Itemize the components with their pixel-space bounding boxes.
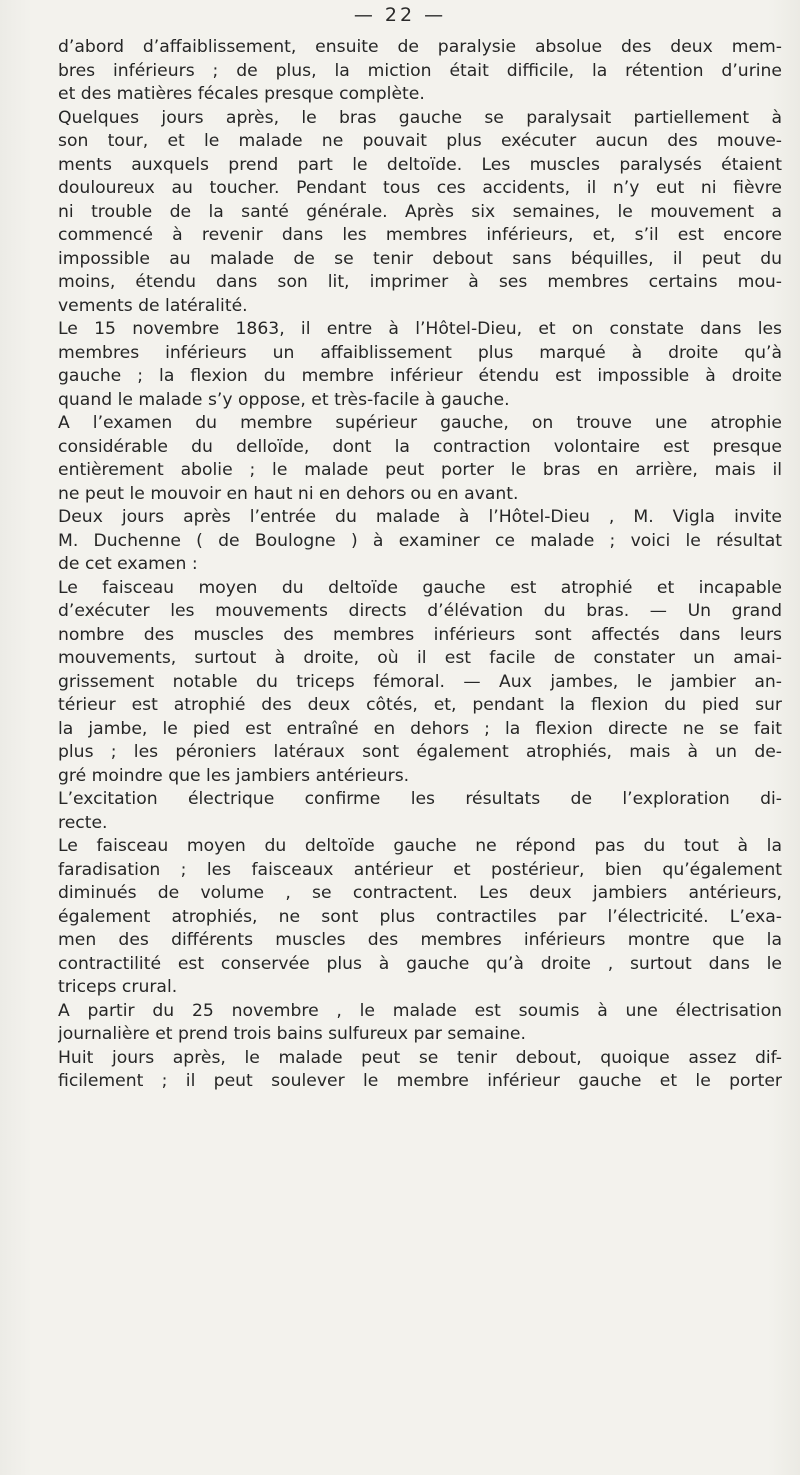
body-text <box>58 36 782 1094</box>
text-line: nombre des muscles des membres inférieurs sont affectés dans leurs <box>58 624 782 645</box>
text-line: gré moindre que les jambiers antérieurs. <box>58 765 410 786</box>
text-line: Le faisceau moyen du deltoïde gauche est atrophié et incapable <box>58 577 782 598</box>
text-line: Le faisceau moyen du deltoïde gauche ne répond pas du tout à la <box>58 836 782 856</box>
text-line: grissement notable du triceps fémoral. — Aux jambes, le jambier an- <box>58 671 782 692</box>
text-line: membres inférieurs un affaiblissement plus marqué à droite qu’à <box>58 342 782 363</box>
text-line: ni trouble de la santé générale. Après six semaines, le mouvement a <box>58 201 782 222</box>
text-line: son tour, et le malade ne pouvait plus exécuter aucun des mouve- <box>58 131 782 151</box>
text-line: L’excitation électrique confirme les résultats de l’exploration di- <box>58 789 782 809</box>
text-line: entièrement abolie ; le malade peut porter le bras en arrière, mais il <box>58 460 782 480</box>
text-line: d’exécuter les mouvements directs d’élévation du bras. — Un grand <box>58 601 782 621</box>
page-number: — 22 — <box>353 4 447 26</box>
text-line: gauche ; la flexion du membre inférieur étendu est impossible à droite <box>58 366 782 386</box>
text-line: triceps crural. <box>58 977 178 997</box>
text-line: douloureux au toucher. Pendant tous ces accidents, il n’y eut ni fièvre <box>58 178 782 198</box>
text-line: Deux jours après l’entrée du malade à l’Hôtel-Dieu , M. Vigla invite <box>58 507 782 527</box>
text-line: considérable du delloïde, dont la contraction volontaire est presque <box>58 436 782 457</box>
text-line: Quelques jours après, le bras gauche se paralysait partiellement à <box>58 107 782 128</box>
text-line: impossible au malade de se tenir debout sans béquilles, il peut du <box>58 248 782 269</box>
text-line: ments auxquels prend part le deltoïde. Les muscles paralysés étaient <box>58 154 782 175</box>
text-line: commencé à revenir dans les membres inférieurs, et, s’il est encore <box>58 225 782 245</box>
text-line: recte. <box>58 812 108 833</box>
text-line: bres inférieurs ; de plus, la miction était difficile, la rétention d’urine <box>58 60 782 81</box>
text-line: de cet examen : <box>58 554 198 574</box>
text-line: Le 15 novembre 1863, il entre à l’Hôtel-Dieu, et on constate dans les <box>58 319 782 339</box>
text-line: mouvements, surtout à droite, où il est facile de constater un amai- <box>58 648 782 668</box>
text-line: ficilement ; il peut soulever le membre inférieur gauche et le porter <box>58 1071 782 1091</box>
text-line: men des différents muscles des membres inférieurs montre que la <box>58 930 782 950</box>
text-line: d’abord d’affaiblissement, ensuite de paralysie absolue des deux mem- <box>58 37 782 57</box>
text-line: ne peut le mouvoir en haut ni en dehors ou en avant. <box>58 483 519 504</box>
text-line: A partir du 25 novembre , le malade est soumis à une électrisation <box>58 1000 782 1021</box>
text-line: plus ; les péroniers latéraux sont également atrophiés, mais à un de- <box>58 742 782 762</box>
text-line: M. Duchenne ( de Boulogne ) à examiner ce malade ; voici le résultat <box>58 530 782 551</box>
text-line: Huit jours après, le malade peut se tenir debout, quoique assez dif- <box>58 1047 782 1068</box>
text-line: moins, étendu dans son lit, imprimer à ses membres certains mou- <box>58 272 782 292</box>
text-line: la jambe, le pied est entraîné en dehors ; la flexion directe ne se fait <box>58 718 782 739</box>
text-line: journalière et prend trois bains sulfureux par semaine. <box>58 1024 526 1044</box>
text-line: vements de latéralité. <box>58 295 248 316</box>
text-line: térieur est atrophié des deux côtés, et, pendant la flexion du pied sur <box>58 695 782 715</box>
text-line: A l’examen du membre supérieur gauche, on trouve une atrophie <box>58 413 782 433</box>
text-line: quand le malade s’y oppose, et très-facile à gauche. <box>58 389 510 410</box>
text-line: diminués de volume , se contractent. Les deux jambiers antérieurs, <box>58 883 782 903</box>
text-line: également atrophiés, ne sont plus contractiles par l’électricité. L’exa- <box>58 906 782 927</box>
text-line: contractilité est conservée plus à gauche qu’à droite , surtout dans le <box>58 953 782 974</box>
text-line: et des matières fécales presque complète. <box>58 84 425 104</box>
text-line: faradisation ; les faisceaux antérieur et postérieur, bien qu’également <box>58 859 782 880</box>
